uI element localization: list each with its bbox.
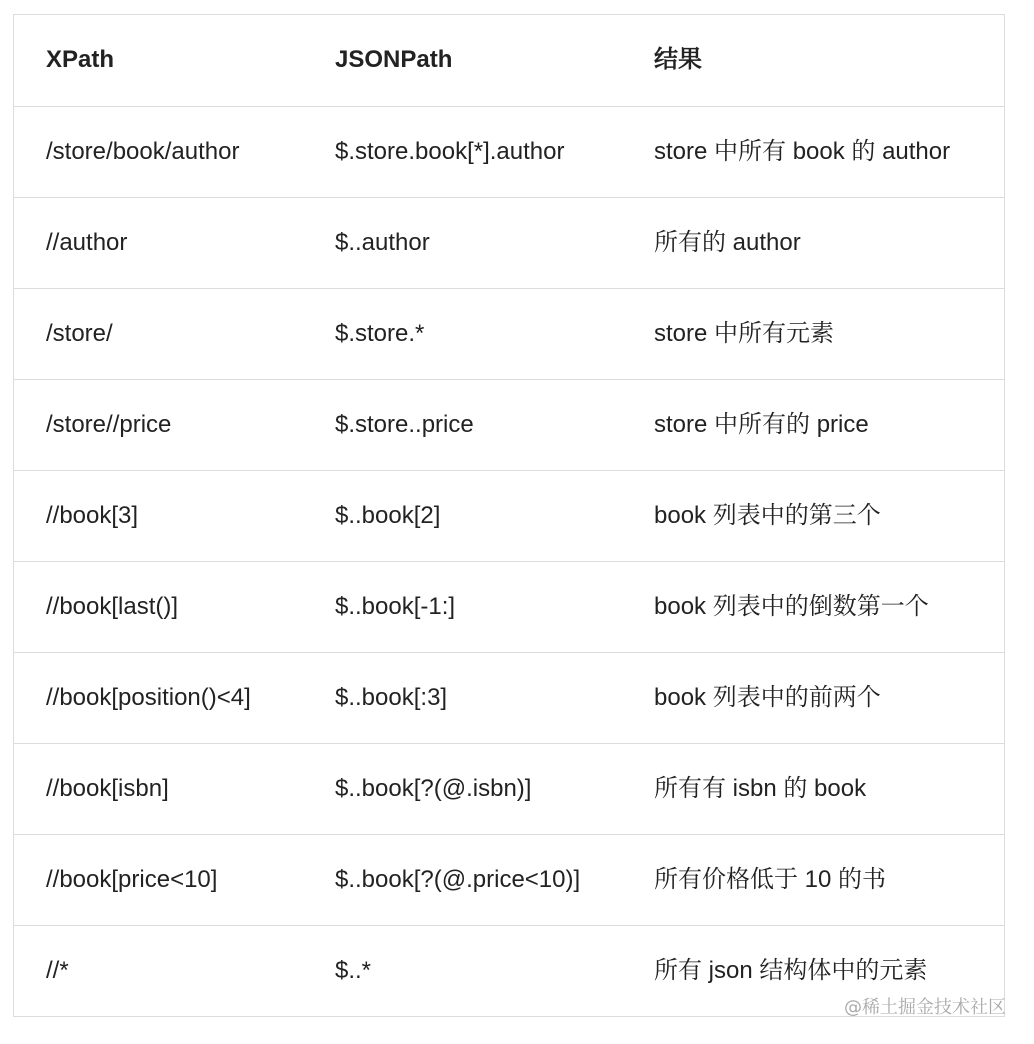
cell-result: store 中所有的 price (622, 379, 1004, 470)
cell-result: store 中所有 book 的 author (622, 106, 1004, 197)
cell-result: book 列表中的前两个 (622, 652, 1004, 743)
cell-jsonpath: $..book[:3] (303, 652, 622, 743)
cell-jsonpath: $..author (303, 197, 622, 288)
cell-jsonpath: $.store.* (303, 288, 622, 379)
cell-jsonpath: $..book[?(@.price<10)] (303, 834, 622, 925)
cell-xpath: //book[isbn] (14, 743, 303, 834)
table-row (14, 106, 1004, 197)
cell-xpath: //book[last()] (14, 561, 303, 652)
cell-xpath: //* (46, 956, 69, 984)
table-row (14, 288, 1004, 379)
cell-result: book 列表中的倒数第一个 (622, 561, 1004, 652)
comparison-table-container (13, 14, 1005, 1017)
cell-jsonpath: $.store.book[*].author (303, 106, 622, 197)
table-row (14, 379, 1004, 470)
cell-jsonpath: $..book[-1:] (303, 561, 622, 652)
cell-xpath: //book[position()<4] (14, 652, 303, 743)
table-row (14, 743, 1004, 834)
cell-result: 所有 json 结构体中的元素 (654, 956, 928, 984)
table-row (14, 197, 1004, 288)
header-result: 结果 (622, 15, 1004, 106)
cell-xpath: //book[price<10] (14, 834, 303, 925)
table-header-row (14, 15, 1004, 106)
xpath-jsonpath-table (14, 15, 1004, 1016)
cell-result: 所有价格低于 10 的书 (622, 834, 1004, 925)
cell-xpath: /store/book/author (14, 106, 303, 197)
cell-xpath: /store//price (14, 379, 303, 470)
cell-xpath: //book[3] (14, 470, 303, 561)
cell-jsonpath: $..* (335, 956, 372, 984)
header-jsonpath: JSONPath (303, 15, 622, 106)
cell-result: 所有的 author (622, 197, 1004, 288)
cell-result: store 中所有元素 (622, 288, 1004, 379)
cell-xpath: /store/ (14, 288, 303, 379)
table-row (14, 470, 1004, 561)
cell-jsonpath: $..book[?(@.isbn)] (303, 743, 622, 834)
header-xpath: XPath (14, 15, 303, 106)
table-row (14, 834, 1004, 925)
cell-xpath: //author (14, 197, 303, 288)
table-row (14, 561, 1004, 652)
cell-result: 所有有 isbn 的 book (622, 743, 1004, 834)
table-row (14, 652, 1004, 743)
cell-jsonpath: $..book[2] (303, 470, 622, 561)
cell-jsonpath: $.store..price (303, 379, 622, 470)
cell-result: book 列表中的第三个 (622, 470, 1004, 561)
site-watermark: @稀土掘金技术社区 (844, 997, 1006, 1018)
